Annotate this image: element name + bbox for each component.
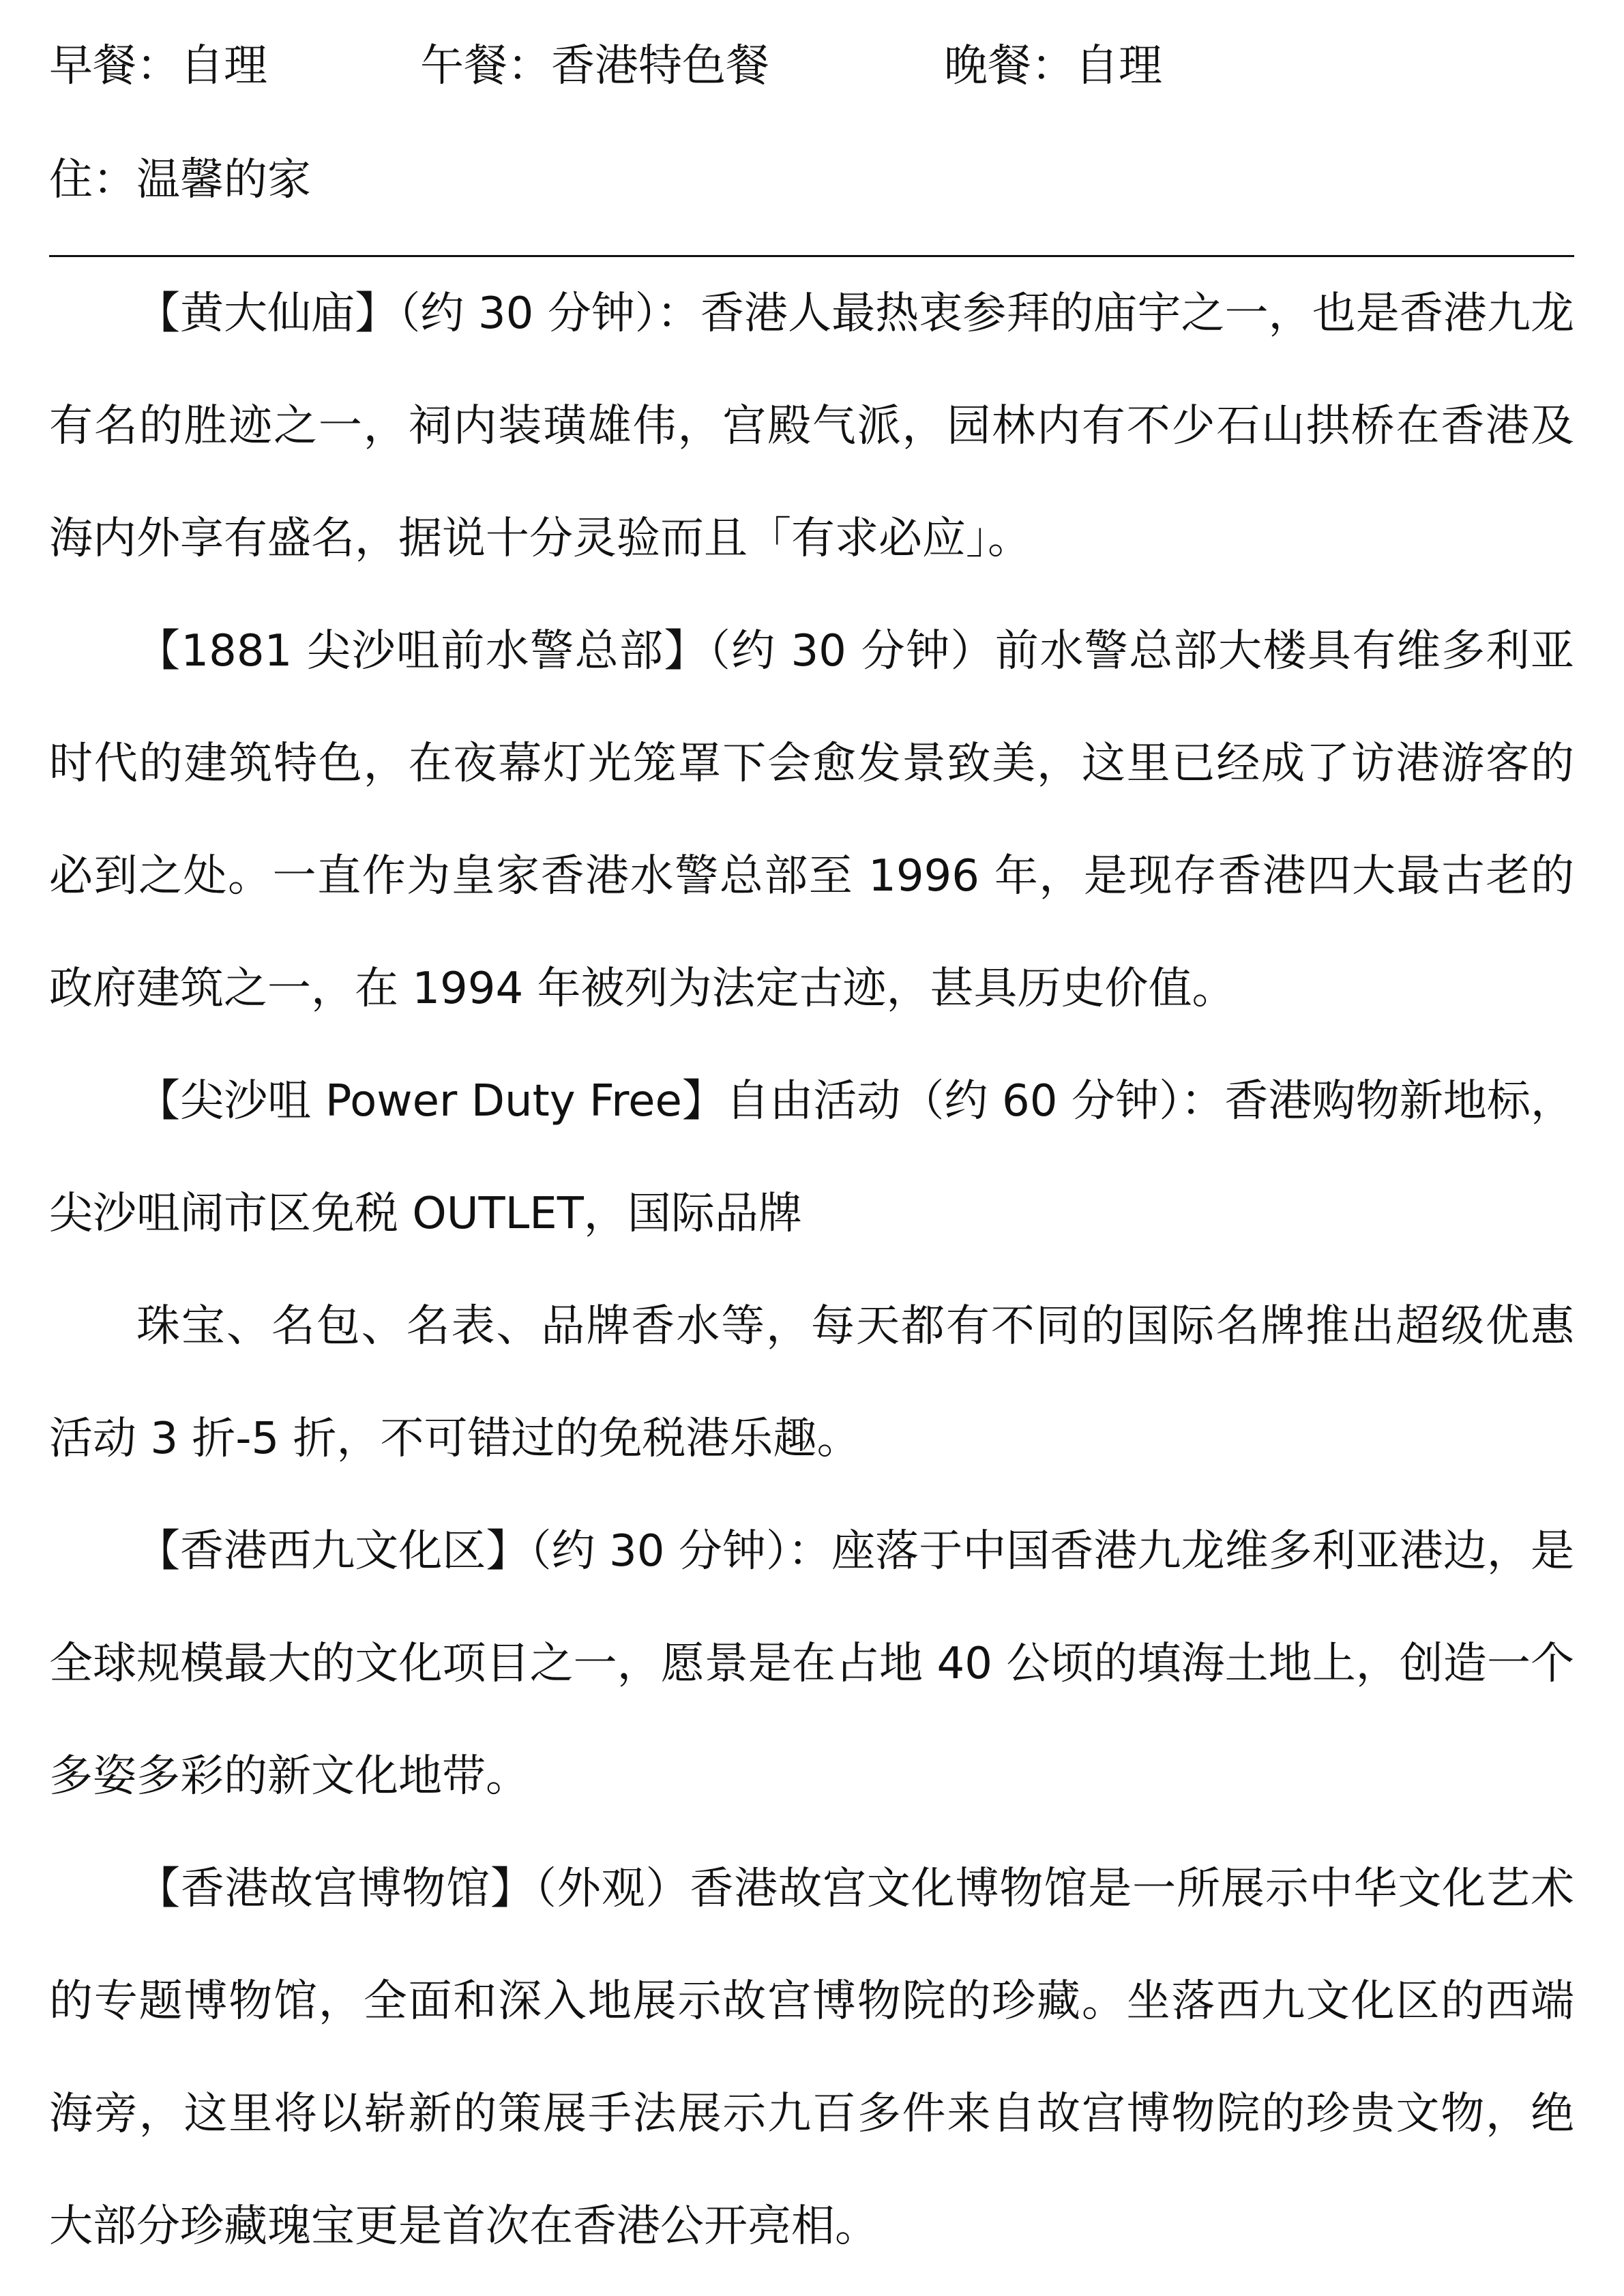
divider-line xyxy=(49,255,1574,257)
paragraph-1881-heritage: 【1881 尖沙咀前水警总部】（约 30 分钟）前水警总部大楼具有维多利亚时代的建筑特色，在夜幕灯光笼罩下会愈发景致美，这里已经成了访港游客的必到之处。一直作为皇家香港水警总部至 1996 年，是现存香港四大最古老的政府建筑之一，在 1994 年被列为法定古迹，甚具历史价值。 xyxy=(49,626,1574,1014)
itinerary-content xyxy=(49,258,1574,2283)
document-page xyxy=(49,0,1574,2296)
lunch-info: 午餐：香港特色餐 xyxy=(420,41,769,91)
lodging-info: 住：温馨的家 xyxy=(49,155,311,205)
dinner-info: 晚餐：自理 xyxy=(944,41,1162,91)
paragraph-wong-tai-sin-temple: 【黄大仙庙】（约 30 分钟）：香港人最热衷参拜的庙宇之一，也是香港九龙有名的胜迹之一，祠内装璜雄伟，宫殿气派，园林内有不少石山拱桥在香港及海内外享有盛名，据说十分灵验而且「有求必应」。 xyxy=(49,288,1574,564)
breakfast-info: 早餐：自理 xyxy=(49,41,267,91)
paragraph-duty-free-details: 珠宝、名包、名表、品牌香水等，每天都有不同的国际名牌推出超级优惠活动 3 折-5 折，不可错过的免税港乐趣。 xyxy=(49,1301,1574,1464)
meals-row xyxy=(49,35,1574,97)
paragraph-power-duty-free: 【尖沙咀 Power Duty Free】自由活动（约 60 分钟）：香港购物新地标，尖沙咀闹市区免税 OUTLET，国际品牌 xyxy=(49,1076,1574,1239)
paragraph-hong-kong-palace-museum: 【香港故宫博物馆】（外观）香港故宫文化博物馆是一所展示中华文化艺术的专题博物馆，全面和深入地展示故宫博物院的珍藏。坐落西九文化区的西端海旁，这里将以崭新的策展手法展示九百多件来自故宫博物院的珍贵文物，绝大部分珍藏瑰宝更是首次在香港公开亮相。 xyxy=(49,1864,1574,2252)
paragraph-west-kowloon-cultural-district: 【香港西九文化区】（约 30 分钟）：座落于中国香港九龙维多利亚港边，是全球规模最大的文化项目之一，愿景是在占地 40 公顷的填海土地上，创造一个多姿多彩的新文化地带。 xyxy=(49,1526,1574,1802)
